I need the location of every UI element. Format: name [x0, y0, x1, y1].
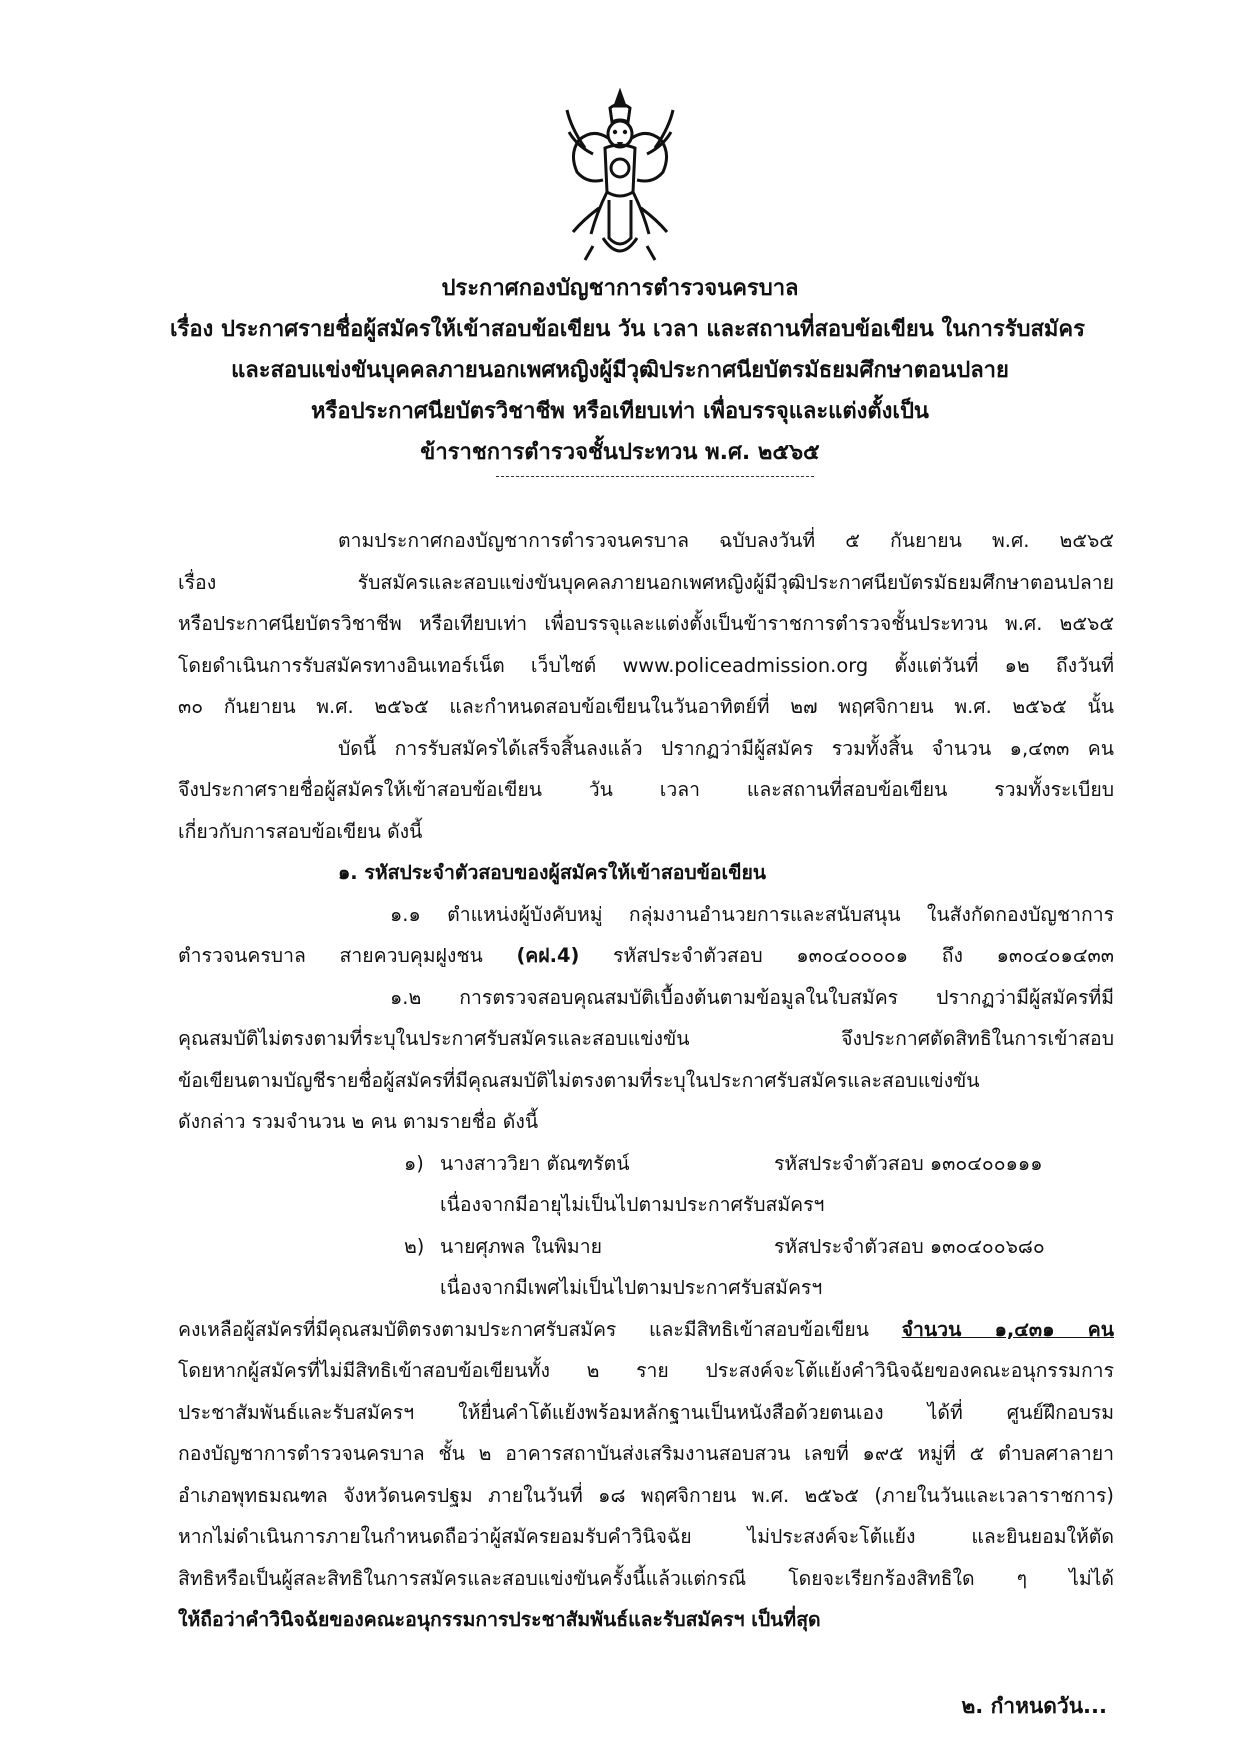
item-1-2-line: คุณสมบัติไม่ตรงตามที่ระบุในประกาศรับสมัครและสอบแข่งขัน จึงประกาศตัดสิทธิในการเข้าสอบ	[178, 1027, 1114, 1050]
item-1-2-line: ดังกล่าว รวมจำนวน ๒ คน ตามรายชื่อ ดังนี้	[178, 1110, 539, 1133]
section-1-heading: ๑. รหัสประจำตัวสอบของผู้สมัครให้เข้าสอบข้อเขียน	[338, 861, 767, 884]
continuation-marker: ๒. กำหนดวัน...	[961, 1694, 1107, 1718]
candidate-reason: เนื่องจากมีเพศไม่เป็นไปตามประกาศรับสมัครฯ	[440, 1276, 823, 1299]
closing-line: โดยหากผู้สมัครที่ไม่มีสิทธิเข้าสอบข้อเขียนทั้ง ๒ ราย ประสงค์จะโต้แย้งคำวินิจฉัยของคณะอนุกรรมการ	[178, 1359, 1114, 1382]
candidate-reason-row	[178, 1267, 1114, 1309]
closing-line: อำเภอพุทธมณฑล จังหวัดนครปฐม ภายในวันที่ ๑๘ พฤศจิกายน พ.ศ. ๒๕๖๕ (ภายในวันและเวลาราชการ)	[178, 1483, 1114, 1507]
candidate-number: ๑)	[404, 1151, 424, 1175]
para2-line: บัดนี้ การรับสมัครได้เสร็จสิ้นลงแล้ว ปรากฏว่ามีผู้สมัคร รวมทั้งสิ้น จำนวน ๑,๔๓๓ คน	[338, 736, 1114, 760]
intro-line: โดยดำเนินการรับสมัครทางอินเทอร์เน็ต เว็บไซต์ www.policeadmission.org ตั้งแต่วันที่ ๑๒ ถึงวันที่	[178, 653, 1114, 677]
item-1-2-line: ข้อเขียนตามบัญชีรายชื่อผู้สมัครที่มีคุณสมบัติไม่ตรงตามที่ระบุในประกาศรับสมัครและสอบแข่งขัน	[178, 1068, 980, 1092]
para2-line: จึงประกาศรายชื่อผู้สมัครให้เข้าสอบข้อเขียน วัน เวลา และสถานที่สอบข้อเขียน รวมทั้งระเบียบ	[178, 778, 1114, 801]
garuda-emblem-icon	[563, 88, 677, 268]
intro-line: ๓๐ กันยายน พ.ศ. ๒๕๖๕ และกำหนดสอบข้อเขียนในวันอาทิตย์ที่ ๒๗ พฤศจิกายน พ.ศ. ๒๕๖๕ นั้น	[178, 695, 1114, 718]
para2-line: เกี่ยวกับการสอบข้อเขียน ดังนี้	[178, 819, 423, 843]
candidate-code: รหัสประจำตัวสอบ ๑๓๐๔๐๐๑๑๑	[774, 1151, 1043, 1175]
item-1-1-range: รหัสประจำตัวสอบ ๑๓๐๔๐๐๐๐๑ ถึง ๑๓๐๔๐๑๔๓๓	[579, 944, 1114, 967]
closing-line: หากไม่ดำเนินการภายในกำหนดถือว่าผู้สมัครยอมรับคำวินิจฉัย ไม่ประสงค์จะโต้แย้ง และยินยอมให้ตัด	[178, 1525, 1114, 1548]
intro-line: ตามประกาศกองบัญชาการตำรวจนครบาล ฉบับลงวันที่ ๕ กันยายน พ.ศ. ๒๕๖๕	[338, 529, 1114, 552]
final-statement: ให้ถือว่าคำวินิจฉัยของคณะอนุกรรมการประชาสัมพันธ์และรับสมัครฯ เป็นที่สุด	[178, 1608, 821, 1631]
candidate-row	[178, 1143, 1114, 1185]
closing-line: สิทธิหรือเป็นผู้สละสิทธิในการสมัครและสอบแข่งขันครั้งนี้แล้วแต่กรณี โดยจะเรียกร้องสิทธิใด ๆ ไม่ได้	[178, 1566, 1114, 1590]
document-body	[178, 520, 1114, 1641]
candidate-reason: เนื่องจากมีอายุไม่เป็นไปตามประกาศรับสมัครฯ	[440, 1193, 825, 1216]
candidate-name: นายศุภพล ในพิมาย	[440, 1234, 602, 1258]
candidate-row	[178, 1226, 1114, 1268]
candidate-code: รหัสประจำตัวสอบ ๑๓๐๔๐๐๖๘๐	[774, 1234, 1045, 1258]
remaining-count: จำนวน ๑,๔๓๑ คน	[901, 1317, 1114, 1341]
closing-line: ประชาสัมพันธ์และรับสมัครฯ ให้ยื่นคำโต้แย้งพร้อมหลักฐานเป็นหนังสือด้วยตนเอง ได้ที่ ศูนย์ฝึกอบรม	[178, 1400, 1114, 1424]
item-1-2-line: ๑.๒ การตรวจสอบคุณสมบัติเบื้องต้นตามข้อมูลในใบสมัคร ปรากฏว่ามีผู้สมัครที่มี	[390, 985, 1114, 1009]
candidate-name: นางสาววิยา ตัณฑรัตน์	[440, 1151, 630, 1175]
item-1-1-text: ตำรวจนครบาล สายควบคุมฝูงชน	[178, 944, 517, 967]
title-line-5: ข้าราชการตำรวจชั้นประทวน พ.ศ. ๒๕๖๕	[420, 440, 820, 465]
closing-line: กองบัญชาการตำรวจนครบาล ชั้น ๒ อาคารสถาบันส่งเสริมงานสอบสวน เลขที่ ๑๙๕ หมู่ที่ ๕ ตำบลศาลายา	[178, 1442, 1114, 1465]
candidate-reason-row	[178, 1184, 1114, 1226]
remaining-text: คงเหลือผู้สมัครที่มีคุณสมบัติตรงตามประกาศรับสมัคร และมีสิทธิเข้าสอบข้อเขียน	[178, 1317, 902, 1341]
intro-line: หรือประกาศนียบัตรวิชาชีพ หรือเทียบเท่า เพื่อบรรจุและแต่งตั้งเป็นข้าราชการตำรวจชั้นประทวน พ.ศ. ๒๕๖๕	[178, 612, 1114, 635]
candidate-number: ๒)	[404, 1234, 425, 1258]
title-divider	[496, 476, 814, 477]
item-1-1-line	[178, 935, 1114, 977]
unit-code: (คฝ.4)	[516, 944, 580, 967]
announcement-title	[170, 268, 1085, 473]
title-line-3: และสอบแข่งขันบุคคลภายนอกเพศหญิงผู้มีวุฒิประกาศนียบัตรมัธยมศึกษาตอนปลาย	[231, 358, 1009, 383]
title-line-2: เรื่อง ประกาศรายชื่อผู้สมัครให้เข้าสอบข้อเขียน วัน เวลา และสถานที่สอบข้อเขียน ในการรับสมัคร	[170, 317, 1085, 342]
item-1-1-line: ๑.๑ ตำแหน่งผู้บังคับหมู่ กลุ่มงานอำนวยการและสนับสนุน ในสังกัดกองบัญชาการ	[390, 902, 1114, 926]
intro-line: เรื่อง รับสมัครและสอบแข่งขันบุคคลภายนอกเพศหญิงผู้มีวุฒิประกาศนียบัตรมัธยมศึกษาตอนปลาย	[178, 570, 1114, 594]
remaining-line	[178, 1309, 1114, 1351]
title-line-1: ประกาศกองบัญชาการตำรวจนครบาล	[441, 276, 799, 301]
title-line-4: หรือประกาศนียบัตรวิชาชีพ หรือเทียบเท่า เพื่อบรรจุและแต่งตั้งเป็น	[311, 399, 929, 424]
